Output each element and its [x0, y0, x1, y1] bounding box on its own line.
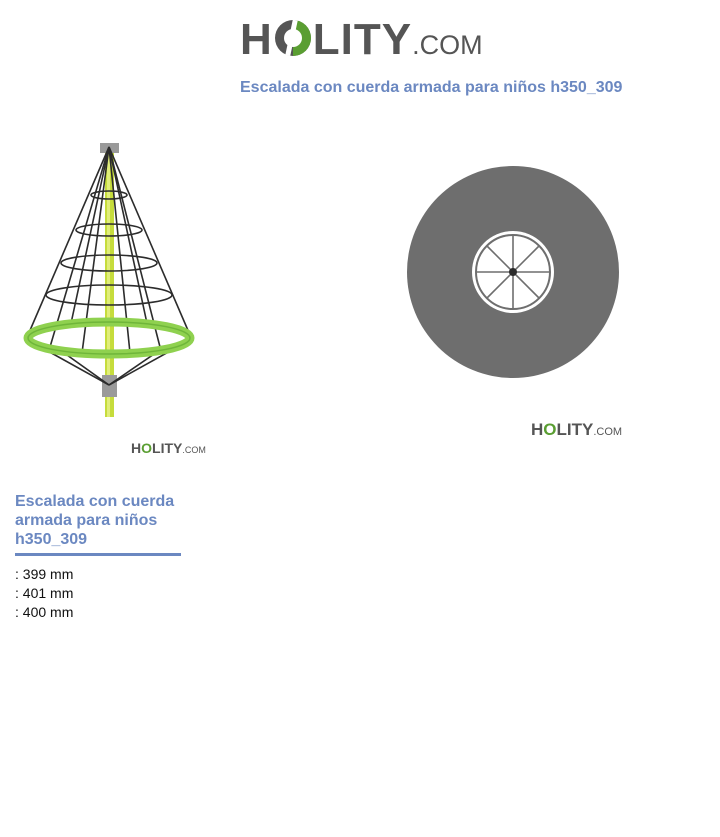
dimension-height: : 400 mm: [15, 604, 74, 620]
product-photo: [20, 135, 200, 425]
page-title: Escalada con cuerda armada para niños h350_309: [240, 79, 623, 96]
holity-logo-small: HOLITY.COM: [131, 440, 206, 456]
title-divider: [15, 553, 181, 556]
product-title: Escalada con cuerda armada para niños h350_309: [15, 493, 175, 548]
logo-letter-h: H: [240, 15, 273, 64]
dimensions-list: [15, 565, 73, 622]
top-view-diagram: [404, 163, 622, 381]
logo-suffix: .COM: [412, 30, 483, 60]
logo-letters-lity: LITY: [312, 15, 413, 64]
holity-logo-small-2: HOLITY.COM: [531, 420, 623, 439]
holity-logo[interactable]: [240, 12, 482, 68]
logo-o-icon: [273, 18, 313, 58]
dimension-width: : 399 mm: [15, 566, 74, 582]
dimension-depth: : 401 mm: [15, 585, 74, 601]
